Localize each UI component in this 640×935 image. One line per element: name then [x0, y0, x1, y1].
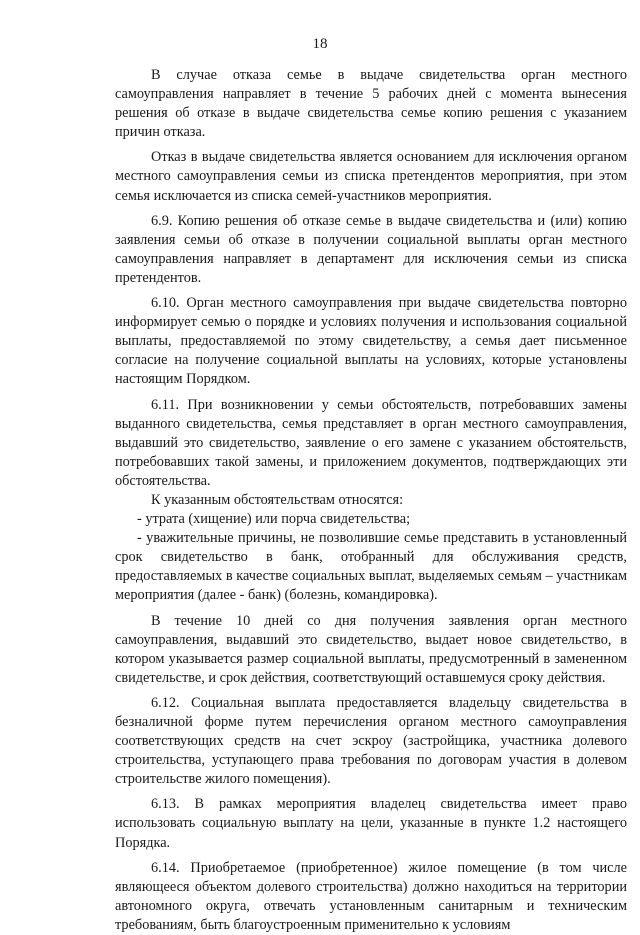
- paragraph-6-11: 6.11. При возникновении у семьи обстоятельств, потребовавших замены выданного свидетельства, семья представляет в орган местного самоуправления, выдавший это свидетельство, заявление о его замене с указанием обстоятельств, потребовавших такой замены, и приложением документов, подтверждающих эти обстоятельства.: [115, 396, 627, 489]
- paragraph-refusal-notice: В случае отказа семье в выдаче свидетельства орган местного самоуправления направляет в течение 5 рабочих дней с момента вынесения решения об отказе в выдаче свидетельства семье копию решения с указанием причин отказа.: [115, 67, 627, 141]
- document-body: [115, 66, 627, 935]
- paragraph-6-14: 6.14. Приобретаемое (приобретенное) жилое помещение (в том числе являющееся объектом долевого строительства) должно находиться на территории автономного округа, отвечать установленным санитарным и техническим требованиям, быть благоустроенным применительно к условиям: [115, 859, 627, 933]
- paragraph-circumstances-intro: К указанным обстоятельствам относятся:: [151, 491, 404, 508]
- paragraph-refusal-exclusion: Отказ в выдаче свидетельства является основанием для исключения органом местного самоуправления семьи из списка претендентов мероприятия, при этом семья исключается из списка семей-участников мероприятия.: [115, 149, 627, 204]
- page-number: 18: [312, 36, 328, 52]
- paragraph-6-10: 6.10. Орган местного самоуправления при выдаче свидетельства повторно информирует семью о порядке и условиях получения и использования социальной выплаты, предоставляемой по этому свидетельству, а семья дает письменное согласие на получение социальной выплаты на условиях, которые установлены настоящим Порядком.: [115, 295, 627, 388]
- paragraph-6-13: 6.13. В рамках мероприятия владелец свидетельства имеет право использовать социальную выплату на цели, указанные в пункте 1.2 настоящего Порядка.: [115, 796, 627, 851]
- paragraph-6-9: 6.9. Копию решения об отказе семье в выдаче свидетельства и (или) копию заявления семьи об отказе в получении социальной выплаты орган местного самоуправления направляет в департамент для исключения семьи из списка претендентов.: [115, 212, 627, 286]
- paragraph-6-12: 6.12. Социальная выплата предоставляется владельцу свидетельства в безналичной форме путем перечисления органом местного самоуправления соответствующих средств на счет эскроу (застройщика, участника долевого строительства, уступающего права требования по договорам участия в долевом строительстве жилого помещения).: [115, 694, 627, 788]
- list-item-valid-reasons: - уважительные причины, не позволившие семье представить в установленный срок свидетельство в банк, отобранный для обслуживания средств, предоставляемых в качестве социальных выплат, выделяемых семьям – участникам мероприятия (далее - банк) (болезнь, командировка).: [115, 530, 627, 604]
- paragraph-new-certificate: В течение 10 дней со дня получения заявления орган местного самоуправления, выдавший это свидетельство, выдает новое свидетельство, в котором указывается размер социальной выплаты, предусмотренный в замененном свидетельстве, и срок действия, соответствующий оставшемуся сроку действия.: [115, 612, 627, 686]
- list-item-loss: - утрата (хищение) или порча свидетельства;: [137, 511, 411, 528]
